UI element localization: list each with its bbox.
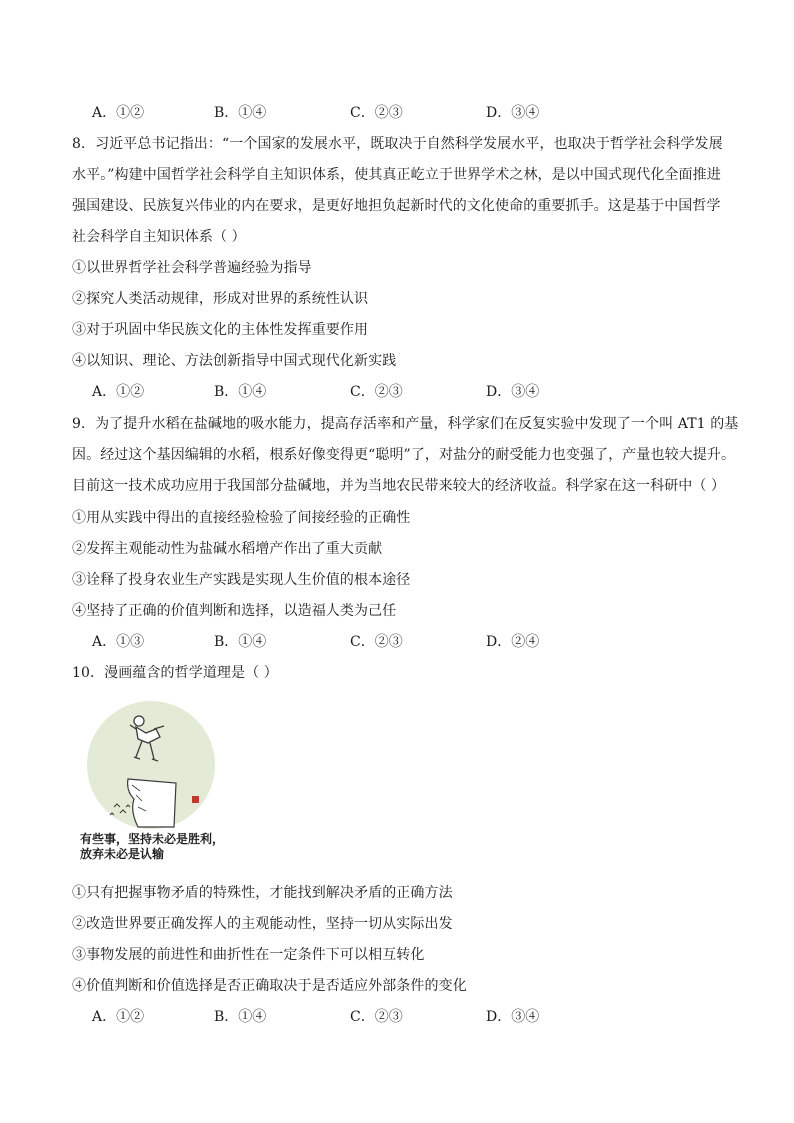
cartoon-caption-line-2: 放弃未必是认输 — [80, 847, 165, 861]
q8-stem-line-1: 8．习近平总书记指出：“一个国家的发展水平，既取决于自然科学发展水平，也取决于哲学社会科学发展 — [72, 136, 723, 152]
q8-option-b[interactable]: B．①④ — [214, 384, 267, 400]
q9-options — [92, 633, 572, 651]
q7-option-d[interactable]: D．③④ — [486, 105, 540, 121]
q9-item-2: ②发挥主观能动性为盐碱水稻增产作出了重大贡献 — [72, 541, 383, 557]
q8-item-1: ①以世界哲学社会科学普遍经验为指导 — [72, 260, 312, 276]
q9-item-3: ③诠释了投身农业生产实践是实现人生价值的根本途径 — [72, 572, 411, 588]
q10-item-2: ②改造世界要正确发挥人的主观能动性，坚持一切从实际出发 — [72, 916, 453, 932]
q9-item-1: ①用从实践中得出的直接经验检验了间接经验的正确性 — [72, 510, 411, 526]
cartoon-stamp — [192, 796, 199, 803]
q10-item-3: ③事物发展的前进性和曲折性在一定条件下可以相互转化 — [72, 947, 425, 963]
q10-item-4: ④价值判断和价值选择是否正确取决于是否适应外部条件的变化 — [72, 978, 467, 994]
q9-option-c[interactable]: C．②③ — [350, 634, 403, 650]
q7-options — [92, 104, 572, 122]
q7-option-c[interactable]: C．②③ — [350, 105, 403, 121]
cartoon-cliff — [128, 779, 176, 827]
q9-option-a[interactable]: A．①③ — [92, 634, 145, 650]
q9-option-d[interactable]: D．②④ — [486, 634, 540, 650]
q8-item-4: ④以知识、理论、方法创新指导中国式现代化新实践 — [72, 353, 397, 369]
q10-option-a[interactable]: A．①② — [92, 1009, 145, 1025]
q8-option-d[interactable]: D．③④ — [486, 384, 540, 400]
q9-item-4: ④坚持了正确的价值判断和选择，以造福人类为己任 — [72, 603, 397, 619]
q8-stem-line-4: 社会科学自主知识体系（ ） — [72, 229, 246, 245]
q8-option-a[interactable]: A．①② — [92, 384, 145, 400]
q9-stem-line-1: 9．为了提升水稻在盐碱地的吸水能力，提高存活率和产量，科学家们在反复实验中发现了一个叫 AT1 的基 — [72, 416, 739, 432]
q10-option-c[interactable]: C．②③ — [350, 1009, 403, 1025]
q7-option-a[interactable]: A．①② — [92, 105, 145, 121]
q8-option-c[interactable]: C．②③ — [350, 384, 403, 400]
q10-item-1: ①只有把握事物矛盾的特殊性，才能找到解决矛盾的正确方法 — [72, 885, 453, 901]
q9-stem-line-2: 因。经过这个基因编辑的水稻，根系好像变得更“聪明”了，对盐分的耐受能力也变强了，产量也较大提升。 — [72, 447, 736, 463]
q8-stem-line-2: 水平。”构建中国哲学社会科学自主知识体系，使其真正屹立于世界学术之林，是以中国式现代化全面推进 — [72, 167, 721, 183]
q10-options — [92, 1008, 572, 1026]
q9-stem-line-3: 目前这一技术成功应用于我国部分盐碱地，并为当地农民带来较大的经济收益。科学家在这一科研中（ ） — [72, 478, 726, 494]
q8-item-2: ②探究人类活动规律，形成对世界的系统性认识 — [72, 291, 369, 307]
q9-option-b[interactable]: B．①④ — [214, 634, 267, 650]
q8-options — [92, 383, 572, 401]
q8-item-3: ③对于巩固中华民族文化的主体性发挥重要作用 — [72, 322, 369, 338]
q10-option-d[interactable]: D．③④ — [486, 1009, 540, 1025]
q10-stem: 10．漫画蕴含的哲学道理是（ ） — [72, 665, 278, 681]
q10-option-b[interactable]: B．①④ — [214, 1009, 267, 1025]
cartoon-caption-line-1: 有些事，坚持未必是胜利， — [80, 832, 225, 846]
q7-option-b[interactable]: B．①④ — [214, 105, 267, 121]
q8-stem-line-3: 强国建设、民族复兴伟业的内在要求，是更好地担负起新时代的文化使命的重要抓手。这是基于中国哲学 — [72, 198, 721, 214]
